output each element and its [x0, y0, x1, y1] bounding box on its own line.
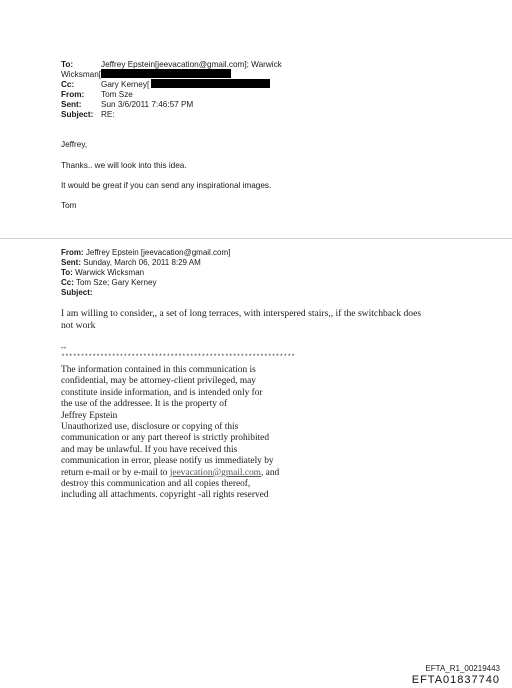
disclaimer-line: constitute inside information, and is intended only for	[61, 387, 263, 398]
quoted-cc	[61, 278, 156, 288]
disclaimer-line: Jeffrey Epstein	[61, 410, 118, 421]
to-value-cont: Wicksman[	[61, 70, 102, 79]
to-label: To:	[61, 60, 74, 69]
body-line: It would be great if you can send any inspirational images.	[61, 181, 272, 190]
quoted-sent-value: Sunday, March 06, 2011 8:29 AM	[83, 258, 201, 267]
quoted-body-line: not work	[61, 320, 96, 331]
disclaimer-line	[61, 468, 279, 479]
redaction-block	[101, 69, 231, 78]
quoted-subject-label: Subject:	[61, 288, 93, 297]
sent-label: Sent:	[61, 100, 82, 109]
quoted-to-label: To:	[61, 268, 73, 277]
disclaimer-line: The information contained in this communication is	[61, 365, 256, 375]
bates-ref-1: EFTA_R1_00219443	[425, 664, 500, 673]
quoted-to	[61, 268, 144, 278]
cc-value: Gary Kerney[	[101, 80, 150, 89]
subject-label: Subject:	[61, 110, 94, 119]
quoted-sent-label: Sent:	[61, 258, 81, 267]
disclaimer-line: Unauthorized use, disclosure or copying of this	[61, 422, 239, 433]
body-line: Jeffrey,	[61, 140, 88, 149]
redaction-block	[151, 79, 270, 88]
disclaimer-block	[61, 365, 279, 502]
quoted-sent	[61, 258, 201, 268]
quoted-cc-label: Cc:	[61, 278, 74, 287]
disclaimer-line: the use of the addressee. It is the property of	[61, 399, 228, 410]
signature-dash: --	[61, 343, 67, 352]
disclaimer-text: , and	[260, 467, 280, 478]
disclaimer-line: confidential, may be attorney-client privileged, may	[61, 376, 256, 387]
quoted-from	[61, 248, 230, 258]
cc-label: Cc:	[61, 80, 75, 89]
disclaimer-line: and may be unlawful. If you have received this	[61, 444, 238, 455]
from-value: Tom Sze	[101, 90, 133, 99]
message-divider	[0, 238, 512, 239]
disclaimer-text: return e-mail or by e-mail to	[61, 467, 170, 478]
signature-stars: ************************************************************	[61, 353, 296, 360]
subject-value: RE:	[101, 110, 115, 119]
quoted-to-value: Warwick Wicksman	[75, 268, 145, 277]
quoted-body-line: I am willing to consider,, a set of long terraces, with interspered stairs,, if the switchback does	[61, 308, 422, 319]
from-label: From:	[61, 90, 85, 99]
email-link[interactable]: jeevacation@gmail.com	[169, 467, 261, 478]
disclaimer-line: including all attachments. copyright -all rights reserved	[61, 490, 269, 501]
body-line: Tom	[61, 201, 77, 210]
quoted-from-value: Jeffrey Epstein [jeevacation@gmail.com]	[85, 248, 231, 257]
quoted-cc-value: Tom Sze; Gary Kerney	[75, 278, 157, 287]
quoted-from-label: From:	[61, 248, 84, 257]
disclaimer-line: destroy this communication and all copies thereof,	[61, 479, 251, 490]
body-line: Thanks.. we will look into this idea.	[61, 161, 187, 170]
disclaimer-line: communication in error, please notify us immediately by	[61, 456, 274, 467]
sent-value: Sun 3/6/2011 7:46:57 PM	[101, 100, 194, 109]
disclaimer-line: communication or any part thereof is strictly prohibited	[61, 433, 270, 444]
to-value: Jeffrey Epstein[jeevacation@gmail.com]; Warwick	[101, 60, 282, 69]
bates-ref-2: EFTA01837740	[411, 674, 500, 686]
